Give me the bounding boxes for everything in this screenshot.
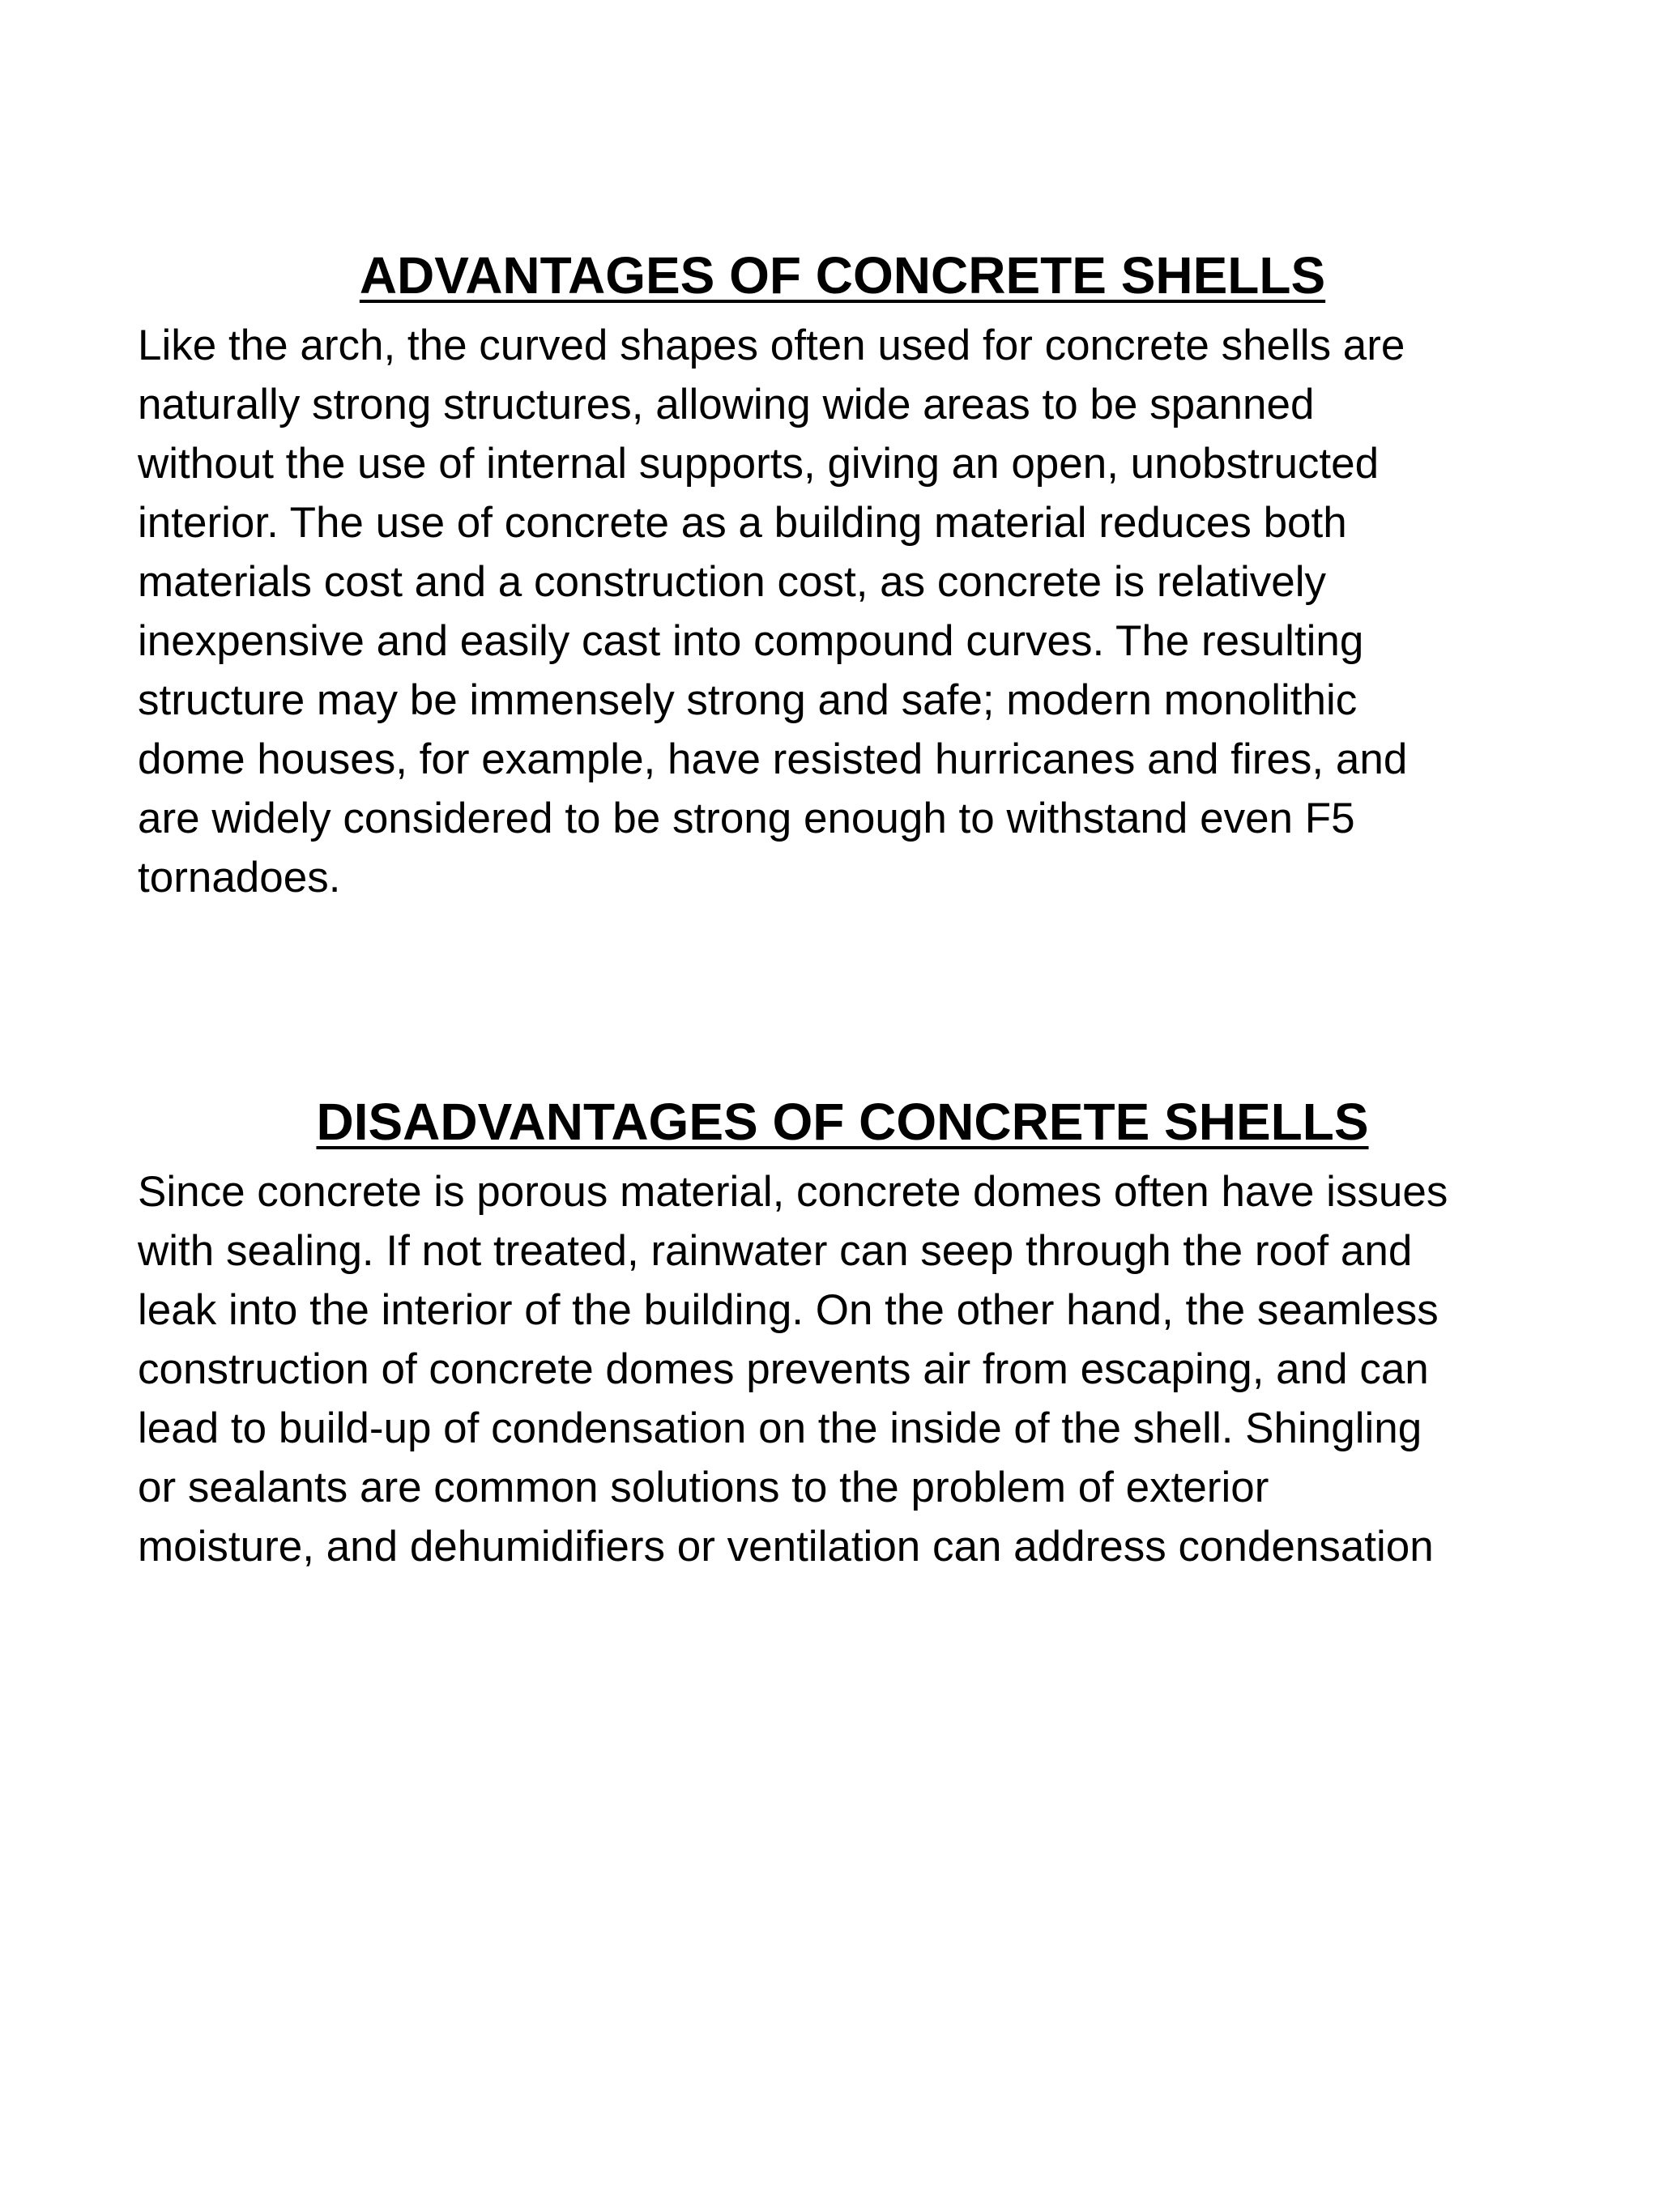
advantages-line: materials cost and a construction cost, as concrete is relatively [138,558,1326,606]
advantages-line: interior. The use of concrete as a building material reduces both [138,499,1347,547]
disadvantages-line: lead to build-up of condensation on the inside of the shell. Shingling [138,1404,1422,1452]
advantages-line: inexpensive and easily cast into compound curves. The resulting [138,617,1364,665]
advantages-line: without the use of internal supports, giving an open, unobstructed [138,440,1380,488]
advantages-paragraph [138,316,1547,907]
disadvantages-line: construction of concrete domes prevents air from escaping, and can [138,1345,1429,1393]
advantages-line: structure may be immensely strong and safe; modern monolithic [138,676,1358,724]
disadvantages-line: with sealing. If not treated, rainwater can seep through the roof and [138,1227,1413,1275]
advantages-line: dome houses, for example, have resisted hurricanes and fires, and [138,735,1408,783]
advantages-heading: ADVANTAGES OF CONCRETE SHELLS [359,246,1326,305]
disadvantages-line: or sealants are common solutions to the problem of exterior [138,1464,1269,1511]
disadvantages-line: Since concrete is porous material, concrete domes often have issues [138,1168,1448,1216]
advantages-line: are widely considered to be strong enough to withstand even F5 [138,795,1355,842]
disadvantages-line: leak into the interior of the building. On the other hand, the seamless [138,1286,1439,1334]
advantages-line: Like the arch, the curved shapes often used for concrete shells are [138,322,1405,369]
advantages-line: naturally strong structures, allowing wide areas to be spanned [138,381,1315,428]
disadvantages-line: moisture, and dehumidifiers or ventilation can address condensation [138,1523,1434,1571]
disadvantages-section [138,1081,1547,1576]
disadvantages-paragraph [138,1162,1547,1576]
advantages-section [138,235,1547,907]
disadvantages-heading: DISADVANTAGES OF CONCRETE SHELLS [316,1093,1369,1151]
advantages-line: tornadoes. [138,854,341,901]
